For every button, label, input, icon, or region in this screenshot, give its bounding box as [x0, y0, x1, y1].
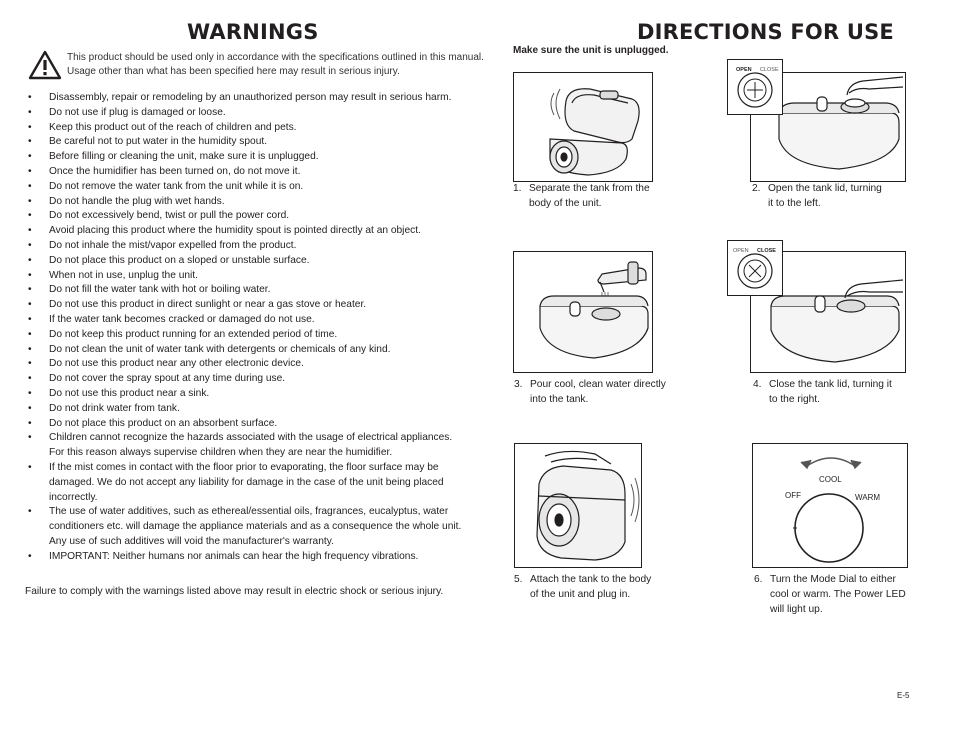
warning-item: • Do not drink water from tank. [25, 402, 465, 417]
humidifier-icon [537, 466, 625, 560]
warning-item: • Do not use if plug is damaged or loose. [25, 106, 465, 121]
warning-item: • If the water tank becomes cracked or damaged do not use. [25, 313, 465, 328]
step-text: Attach the tank to the body [530, 574, 652, 585]
warning-item: • Children cannot recognize the hazards associated with the usage of electrical appliances. For this reason always supervise children when they are near the humidifier. [25, 431, 465, 461]
step-text: Close the tank lid, turning it [769, 379, 892, 390]
warning-item: • Do not clean the unit of water tank with detergents or chemicals of any kind. [25, 343, 465, 358]
tank-icon [565, 89, 639, 143]
lid-open-label: OPEN [733, 248, 749, 254]
warning-item: • Do not excessively bend, twist or pull the power cord. [25, 209, 465, 224]
step-5-illustration [514, 443, 642, 568]
warning-item: • Be careful not to put water in the humidity spout. [25, 135, 465, 150]
step-1-illustration [513, 72, 653, 182]
lid-open-label: OPEN [736, 67, 752, 73]
step-text: Turn the Mode Dial to either [770, 574, 896, 585]
step-text: into the tank. [530, 393, 589, 405]
warning-item: • Do not place this product on a sloped or unstable surface. [25, 254, 465, 269]
faucet-icon [598, 262, 646, 292]
warning-item: • Keep this product out of the reach of children and pets. [25, 121, 465, 136]
base-icon [550, 139, 627, 175]
warning-item: • Do not keep this product running for an extended period of time. [25, 328, 465, 343]
step-6-illustration [752, 443, 908, 568]
step-3-caption [514, 378, 666, 408]
step-text: Open the tank lid, turning [768, 183, 882, 194]
step-text: to the right. [769, 393, 820, 405]
dial-off-label: OFF [785, 491, 801, 500]
hand-icon [847, 77, 903, 95]
step-2-caption [752, 182, 882, 212]
tank-open-icon [779, 97, 899, 169]
page-number: E-5 [897, 691, 910, 700]
warning-item: • Do not remove the water tank from the unit while it is on. [25, 180, 465, 195]
warning-item: • Disassembly, repair or remodeling by an unauthorized person may result in serious harm. [25, 91, 465, 106]
hand-icon [545, 451, 611, 464]
lid-open-inset [727, 59, 783, 115]
step-number: 3. [514, 379, 523, 390]
lid-close-label: CLOSE [760, 67, 779, 73]
step-number: 4. [753, 379, 762, 390]
warning-item: • IMPORTANT: Neither humans nor animals can hear the high frequency vibrations. [25, 550, 465, 565]
tank-close-icon [771, 296, 899, 362]
step-text: it to the left. [768, 197, 821, 209]
step-number: 1. [513, 183, 522, 194]
dial-warm-label: WARM [855, 493, 881, 502]
step-number: 2. [752, 183, 761, 194]
lid-close-label: CLOSE [757, 248, 776, 254]
warning-item: • The use of water additives, such as ethereal/essential oils, fragrances, eucalyptus, water conditioners etc. will damage the appliance materials and as a consequence the whole unit. Any use of such additives will void the manufacturer's warranty. [25, 505, 465, 549]
step-text: Pour cool, clean water directly [530, 379, 666, 390]
step-text: of the unit and plug in. [530, 588, 631, 600]
warning-item: • Avoid placing this product where the humidity spout is pointed directly at an object. [25, 224, 465, 239]
step-5-caption [514, 573, 651, 603]
warnings-intro-line-1: This product should be used only in accordance with the specifications outlined in this manual. [67, 52, 484, 63]
warnings-list [25, 91, 465, 565]
warning-item: • When not in use, unplug the unit. [25, 269, 465, 284]
warning-item: • Do not use this product in direct sunlight or near a gas stove or heater. [25, 298, 465, 313]
step-text: cool or warm. The Power LED [770, 588, 906, 600]
directions-title: DIRECTIONS FOR USE [637, 20, 894, 44]
step-number: 5. [514, 574, 523, 585]
step-text: will light up. [770, 603, 823, 615]
warnings-intro-line-2: Usage other than what has been specified here may result in serious injury. [67, 66, 400, 77]
warnings-title: WARNINGS [187, 20, 319, 44]
rotate-arrow-icon [801, 458, 861, 468]
warning-item: • Once the humidifier has been turned on, do not move it. [25, 165, 465, 180]
warning-item: • Do not fill the water tank with hot or boiling water. [25, 283, 465, 298]
step-text: body of the unit. [529, 197, 602, 209]
lid-close-inset [727, 240, 783, 296]
tank-icon [540, 296, 648, 358]
step-text: Separate the tank from the [529, 183, 650, 194]
step-6-caption [754, 573, 906, 617]
warning-item: • If the mist comes in contact with the floor prior to evaporating, the floor surface may be damaged. We do not accept any liability for damage in the case of the unit being placed incorrectly. [25, 461, 465, 505]
warnings-intro [67, 51, 487, 79]
warning-item: • Do not place this product on an absorbent surface. [25, 417, 465, 432]
warning-item: • Before filling or cleaning the unit, make sure it is unplugged. [25, 150, 465, 165]
warning-item: • Do not use this product near any other electronic device. [25, 357, 465, 372]
hand-icon [845, 280, 903, 298]
dial-cool-label: COOL [819, 475, 842, 484]
warning-triangle-icon [28, 50, 62, 80]
warning-item: • Do not use this product near a sink. [25, 387, 465, 402]
warning-item: • Do not inhale the mist/vapor expelled from the product. [25, 239, 465, 254]
step-3-illustration [513, 251, 653, 373]
step-4-caption [753, 378, 892, 408]
warnings-footer: Failure to comply with the warnings listed above may result in electric shock or serious injury. [25, 586, 444, 597]
warning-item: • Do not handle the plug with wet hands. [25, 195, 465, 210]
warning-item: • Do not cover the spray spout at any time during use. [25, 372, 465, 387]
step-1-caption [513, 182, 650, 212]
step-number: 6. [754, 574, 763, 585]
unplug-note: Make sure the unit is unplugged. [513, 45, 669, 56]
mode-dial-icon [795, 494, 863, 562]
